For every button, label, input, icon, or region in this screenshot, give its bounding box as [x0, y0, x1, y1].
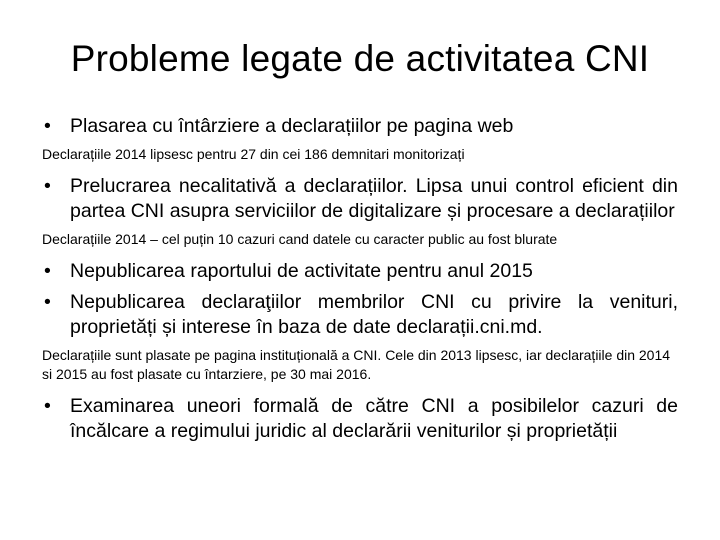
bullet-dot-icon: •	[44, 115, 51, 137]
note-text: Declarațiile 2014 – cel puțin 10 cazuri cand datele cu caracter public au fost blurate	[42, 231, 558, 247]
bullet-item	[42, 174, 678, 224]
slide-content	[42, 114, 678, 444]
bullet-text: Nepublicarea raportului de activitate pentru anul 2015	[70, 260, 533, 282]
slide-title: Probleme legate de activitatea CNI	[70, 38, 650, 79]
bullet-text: Plasarea cu întârziere a declarațiilor pe pagina web	[70, 115, 514, 137]
bullet-item	[42, 114, 678, 139]
bullet-dot-icon: •	[44, 260, 51, 282]
bullet-item	[42, 394, 678, 444]
bullet-dot-icon: •	[44, 291, 51, 313]
bullet-item	[42, 259, 678, 284]
bullet-item	[42, 290, 678, 340]
bullet-text: Examinarea uneori formală de către CNI a posibilelor cazuri de încălcare a regimului juridic al declarării veniturilor și proprietății	[70, 395, 678, 442]
note-text: Declarațiile sunt plasate pe pagina instituțională a CNI. Cele din 2013 lipsesc, iar declarațiile din 2014 si 2015 au fost plasate cu întarziere, pe 30 mai 2016.	[42, 347, 671, 382]
bullet-dot-icon: •	[44, 175, 51, 197]
bullet-text: Nepublicarea declaraţiilor membrilor CNI cu privire la venituri, proprietăți și interese în baza de date declarații.cni.md.	[70, 291, 678, 338]
bullet-dot-icon: •	[44, 395, 51, 417]
bullet-text: Prelucrarea necalitativă a declarațiilor. Lipsa unui control eficient din partea CNI asupra serviciilor de digitalizare și procesare a declarațiilor	[70, 175, 678, 222]
note-text: Declarațiile 2014 lipsesc pentru 27 din cei 186 demnitari monitorizați	[42, 146, 465, 162]
